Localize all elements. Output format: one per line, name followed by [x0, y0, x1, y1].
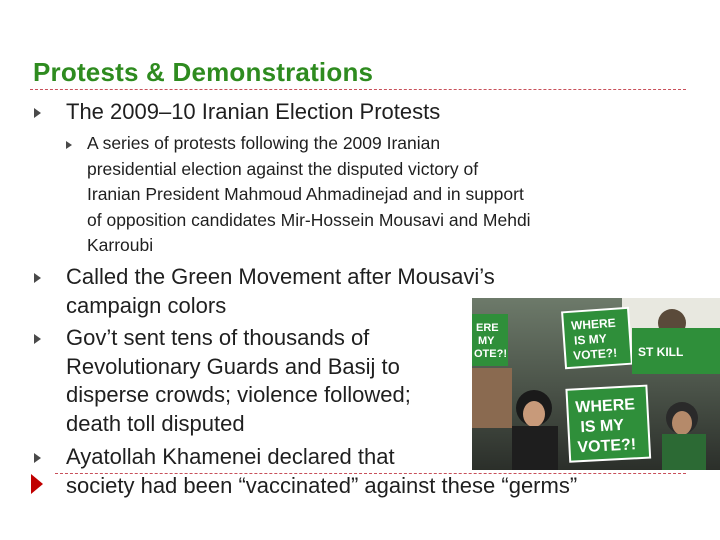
- protest-sign-right: [632, 328, 720, 374]
- bullet-line: The 2009–10 Iranian Election Protests: [66, 99, 441, 124]
- svg-text:VOTE?!: VOTE?!: [577, 436, 637, 457]
- bullet-line: Karroubi: [87, 235, 154, 255]
- svg-text:IS MY: IS MY: [580, 416, 625, 437]
- protest-sign-top: [562, 308, 632, 368]
- bullet-iranian-election-protests: [66, 98, 440, 127]
- footer-divider: [55, 473, 686, 474]
- bullet-line: society had been “vaccinated” against these “germs”: [66, 472, 578, 498]
- subbullet-protest-description: [87, 131, 531, 259]
- svg-text:MY: MY: [478, 335, 495, 347]
- bullet-government-response: [66, 324, 411, 438]
- bullet-line: of opposition candidates Mir-Hossein Mousavi and Mehdi: [87, 209, 531, 230]
- svg-text:IS MY: IS MY: [573, 331, 608, 348]
- bullet-line: Ayatollah Khamenei declared that: [66, 444, 395, 469]
- bullet-green-movement: [66, 263, 495, 320]
- bullet-arrow-icon: [34, 334, 41, 344]
- svg-text:WHERE: WHERE: [570, 315, 617, 333]
- bullet-line: disperse crowds; violence followed;: [66, 382, 411, 407]
- svg-text:WHERE: WHERE: [574, 396, 636, 417]
- title-divider: [30, 89, 686, 90]
- bullet-arrow-icon: [66, 141, 72, 149]
- svg-text:ERE: ERE: [476, 322, 499, 334]
- bullet-line: campaign colors: [66, 292, 227, 318]
- bullet-line: A series of protests following the 2009 Iranian: [87, 133, 441, 153]
- bullet-arrow-icon: [34, 108, 41, 118]
- svg-text:OTE?!: OTE?!: [474, 348, 507, 360]
- slide-title: Protests & Demonstrations: [33, 57, 374, 87]
- bullet-line: death toll disputed: [66, 410, 245, 436]
- protest-sign-left: [472, 314, 508, 366]
- bullet-khamenei-statement: [66, 443, 577, 500]
- bullet-arrow-icon: [34, 273, 41, 283]
- bullet-line: presidential election against the disputed victory of: [87, 158, 479, 179]
- bullet-line: Gov’t sent tens of thousands of: [66, 325, 370, 350]
- svg-text:VOTE?!: VOTE?!: [572, 345, 618, 363]
- protest-sign-main: [566, 386, 650, 462]
- slide-end-triangle-icon: [31, 474, 43, 494]
- bullet-line: Iranian President Mahmoud Ahmadinejad and in support: [87, 184, 524, 204]
- bullet-arrow-icon: [34, 453, 41, 463]
- bullet-line: Revolutionary Guards and Basij to: [66, 353, 400, 379]
- svg-text:ST KILL: ST KILL: [638, 345, 684, 359]
- bullet-line: Called the Green Movement after Mousavi’s: [66, 264, 495, 289]
